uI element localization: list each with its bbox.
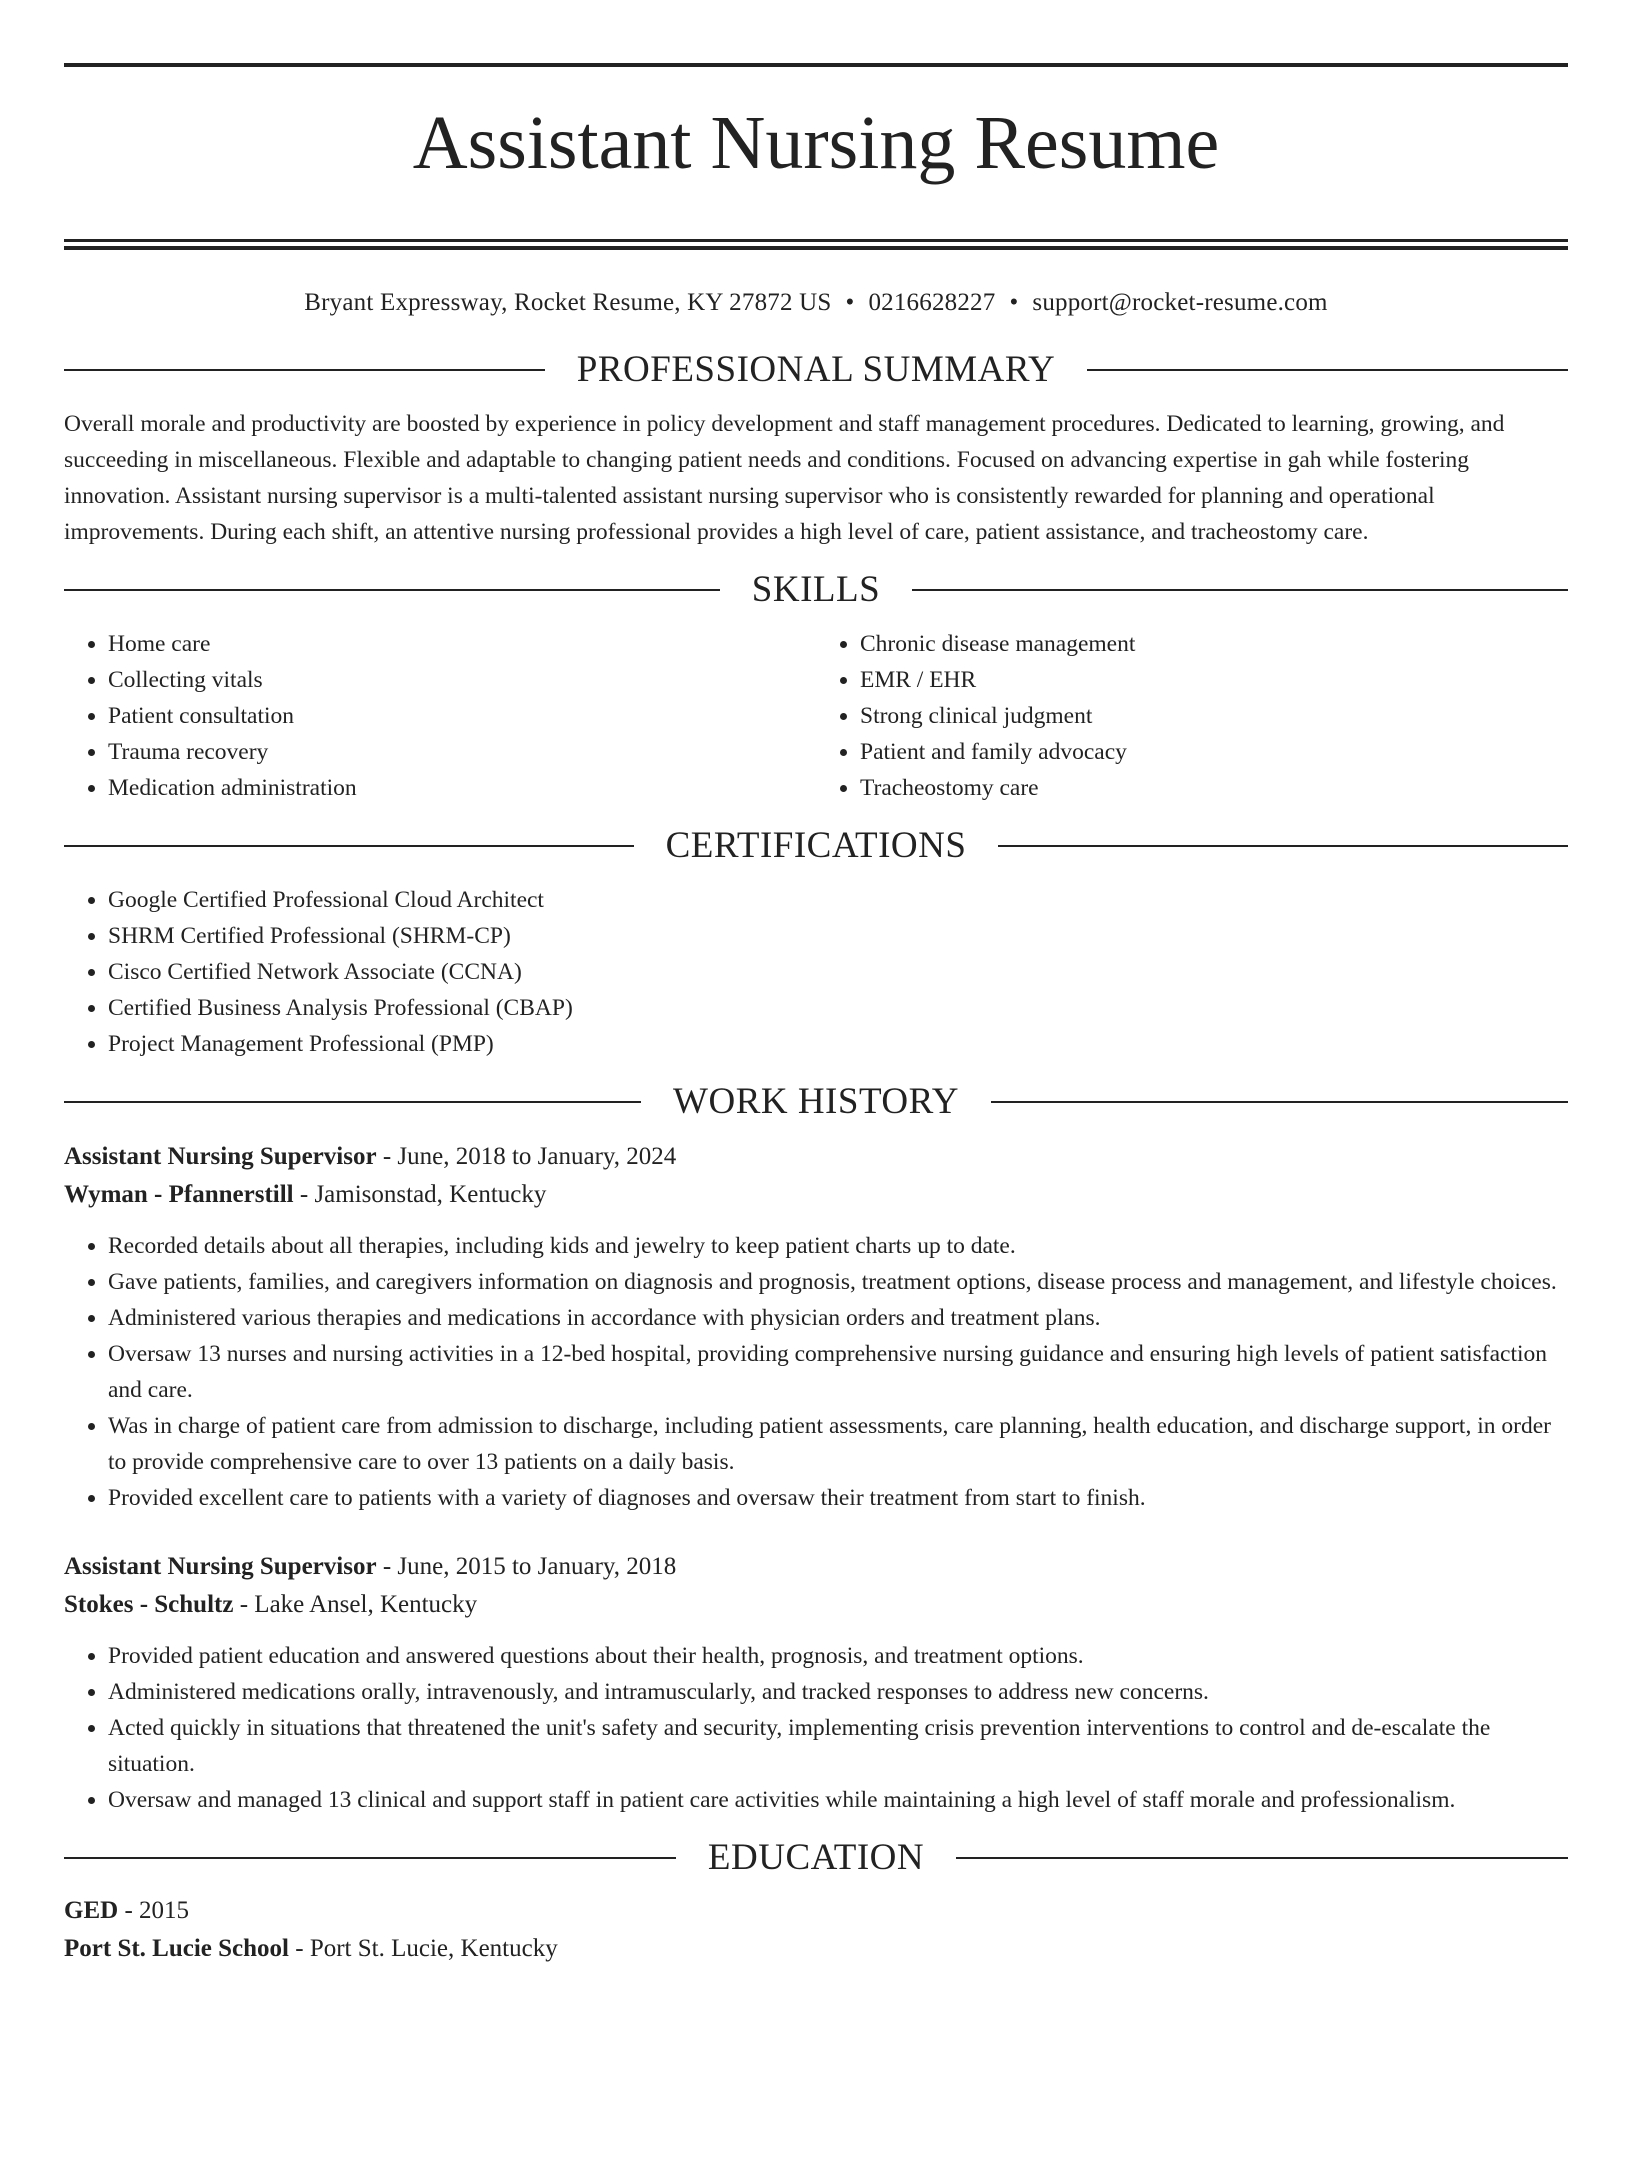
heading-rule xyxy=(991,1101,1568,1103)
job-title: Assistant Nursing Supervisor xyxy=(64,1143,377,1170)
heading-rule xyxy=(912,589,1568,591)
job-company: Stokes - Schultz xyxy=(64,1591,234,1618)
job-bullet: • Was in charge of patient care from admission to discharge, including patient assessments, care planning, health education, and discharge support, in order to provide comprehensive care to over 13 patients on a daily basis. xyxy=(108,1408,1568,1480)
certification-item: • Google Certified Professional Cloud Architect xyxy=(108,882,1568,918)
job-company-line xyxy=(64,1176,1568,1214)
job-location: - Lake Ansel, Kentucky xyxy=(233,1591,478,1618)
skill-item: • Patient and family advocacy xyxy=(860,734,1568,770)
heading-label: PROFESSIONAL SUMMARY xyxy=(576,349,1056,390)
education-year: - 2015 xyxy=(118,1897,190,1924)
heading-label: EDUCATION xyxy=(707,1837,925,1878)
section-heading-work-history xyxy=(64,1080,1568,1124)
skills-list-right xyxy=(816,626,1568,806)
job-bullet: • Provided patient education and answered questions about their health, prognosis, and treatment options. xyxy=(108,1638,1568,1674)
education-school-line xyxy=(64,1930,1568,1968)
resume-page xyxy=(0,63,1632,2175)
top-rule xyxy=(64,63,1568,67)
job-title-line xyxy=(64,1138,1568,1176)
section-heading-skills xyxy=(64,568,1568,612)
education-school: Port St. Lucie School xyxy=(64,1935,289,1962)
job-dates: - June, 2018 to January, 2024 xyxy=(376,1143,677,1170)
education-entry xyxy=(64,1892,1568,1968)
job-entry xyxy=(64,1138,1568,1516)
heading-rule xyxy=(64,1101,641,1103)
skill-item: • Patient consultation xyxy=(108,698,816,734)
job-title: Assistant Nursing Supervisor xyxy=(64,1553,377,1580)
contact-separator: • xyxy=(845,289,855,316)
skill-item: • EMR / EHR xyxy=(860,662,1568,698)
heading-label: WORK HISTORY xyxy=(673,1081,959,1122)
heading-rule xyxy=(64,845,634,847)
contact-email: support@rocket-resume.com xyxy=(1032,289,1328,316)
resume-title: Assistant Nursing Resume xyxy=(412,101,1220,185)
heading-rule xyxy=(64,1857,676,1859)
job-bullet: • Gave patients, families, and caregivers information on diagnosis and prognosis, treatment options, disease process and management, and lifestyle choices. xyxy=(108,1264,1568,1300)
job-entry xyxy=(64,1548,1568,1818)
section-heading-summary xyxy=(64,348,1568,392)
certification-item: • Project Management Professional (PMP) xyxy=(108,1026,1568,1062)
job-bullet: • Oversaw and managed 13 clinical and support staff in patient care activities while maintaining a high level of staff morale and professionalism. xyxy=(108,1782,1568,1818)
heading-rule xyxy=(64,369,545,371)
heading-label: CERTIFICATIONS xyxy=(665,825,967,866)
summary-text: Overall morale and productivity are boosted by experience in policy development and staff management procedures. Dedicated to learning, growing, and succeeding in miscellaneous. Flexible and adaptable to changing patient needs and conditions. Focused on advancing expertise in gah while fostering innovation. Assistant nursing supervisor is a multi-talented assistant nursing supervisor who is consistently rewarded for planning and operational improvements. During each shift, an attentive nursing professional provides a high level of care, patient assistance, and tracheostomy care. xyxy=(64,411,1505,545)
contact-separator: • xyxy=(1009,289,1019,316)
skills-grid xyxy=(64,626,1568,806)
heading-rule xyxy=(1087,369,1568,371)
job-bullet: • Oversaw 13 nurses and nursing activities in a 12-bed hospital, providing comprehensive nursing guidance and ensuring high levels of patient satisfaction and care. xyxy=(108,1336,1568,1408)
skill-item: • Tracheostomy care xyxy=(860,770,1568,806)
job-bullets xyxy=(64,1638,1568,1818)
job-bullet: • Acted quickly in situations that threatened the unit's safety and security, implementing crisis prevention interventions to control and de-escalate the situation. xyxy=(108,1710,1568,1782)
skill-item: • Medication administration xyxy=(108,770,816,806)
certification-item: • Certified Business Analysis Professional (CBAP) xyxy=(108,990,1568,1026)
skill-item: • Collecting vitals xyxy=(108,662,816,698)
double-rule xyxy=(64,239,1568,250)
section-heading-certifications xyxy=(64,824,1568,868)
skills-list-left xyxy=(64,626,816,806)
job-dates: - June, 2015 to January, 2018 xyxy=(376,1553,677,1580)
job-title-line xyxy=(64,1548,1568,1586)
section-heading-education xyxy=(64,1836,1568,1880)
job-bullet: • Administered medications orally, intravenously, and intramuscularly, and tracked responses to address new concerns. xyxy=(108,1674,1568,1710)
job-bullets xyxy=(64,1228,1568,1516)
job-company-line xyxy=(64,1586,1568,1624)
job-bullet: • Recorded details about all therapies, including kids and jewelry to keep patient charts up to date. xyxy=(108,1228,1568,1264)
heading-rule xyxy=(64,589,720,591)
education-degree: GED xyxy=(64,1897,119,1924)
heading-rule xyxy=(956,1857,1568,1859)
certification-item: • SHRM Certified Professional (SHRM-CP) xyxy=(108,918,1568,954)
job-location: - Jamisonstad, Kentucky xyxy=(293,1181,547,1208)
education-location: - Port St. Lucie, Kentucky xyxy=(289,1935,558,1962)
job-bullet: • Provided excellent care to patients with a variety of diagnoses and oversaw their treatment from start to finish. xyxy=(108,1480,1568,1516)
job-bullet: • Administered various therapies and medications in accordance with physician orders and treatment plans. xyxy=(108,1300,1568,1336)
heading-rule xyxy=(998,845,1568,847)
contact-line xyxy=(64,288,1568,318)
certification-item: • Cisco Certified Network Associate (CCNA) xyxy=(108,954,1568,990)
heading-label: SKILLS xyxy=(751,569,881,610)
certifications-list xyxy=(64,882,1568,1062)
skill-item: • Chronic disease management xyxy=(860,626,1568,662)
contact-address: Bryant Expressway, Rocket Resume, KY 27872 US xyxy=(304,289,832,316)
skill-item: • Home care xyxy=(108,626,816,662)
job-company: Wyman - Pfannerstill xyxy=(64,1181,294,1208)
skill-item: • Trauma recovery xyxy=(108,734,816,770)
contact-phone: 0216628227 xyxy=(868,289,996,316)
education-degree-line xyxy=(64,1892,1568,1930)
skill-item: • Strong clinical judgment xyxy=(860,698,1568,734)
